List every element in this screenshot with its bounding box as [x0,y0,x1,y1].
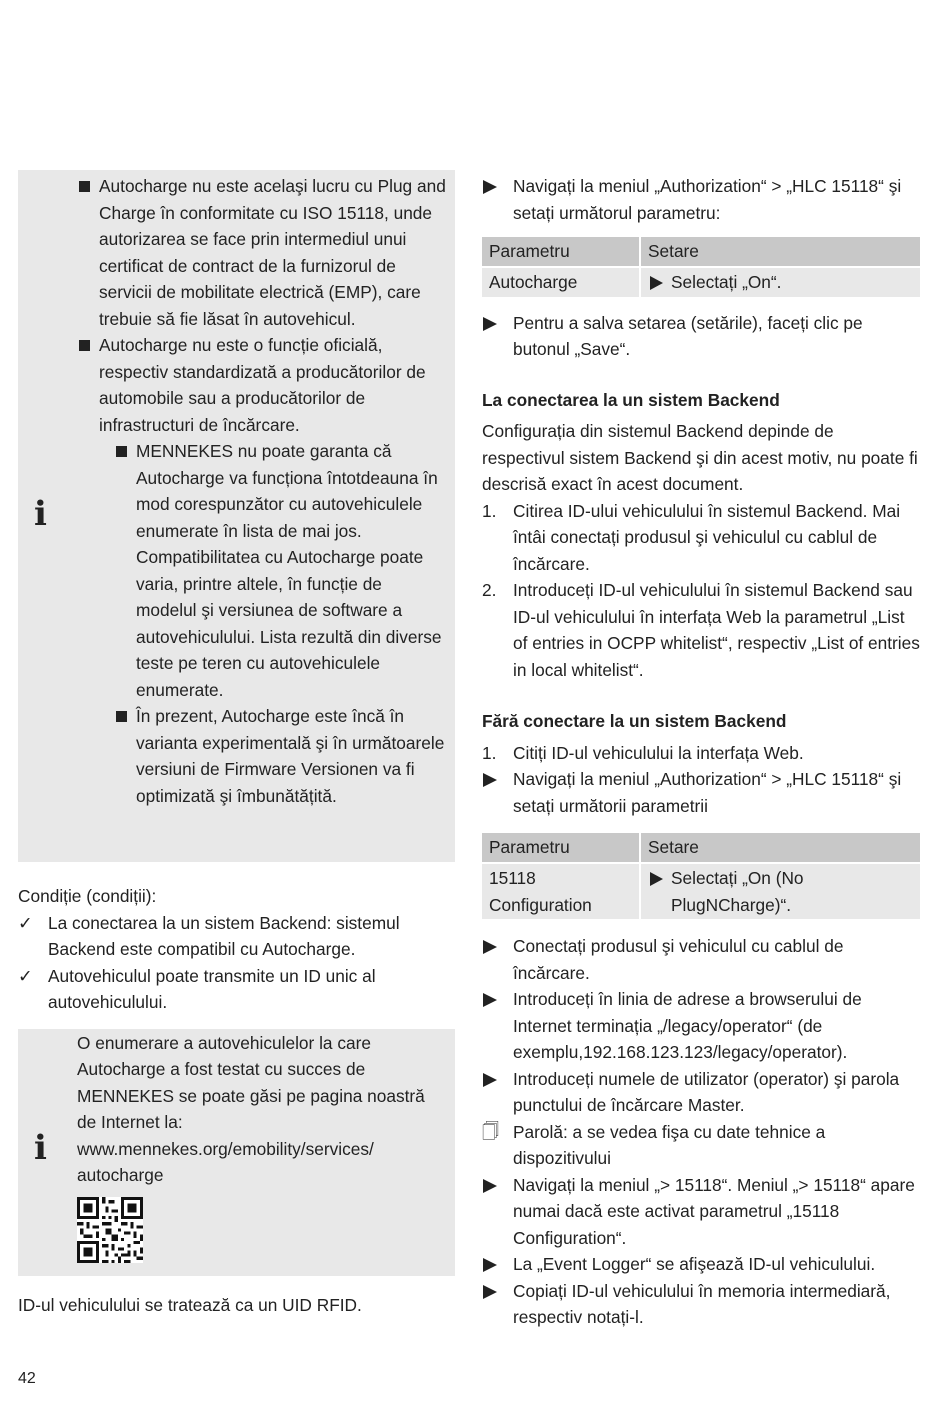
instruction-step: Conectați produsul şi vehiculul cu cablul de încărcare. [482,933,920,986]
table-header-parameter: Parametru [482,833,640,863]
instruction-step: La „Event Logger“ se afişează ID-ul vehiculului. [482,1251,920,1278]
condition-item: ✓ Autovehiculul poate transmite un ID unic al autovehiculului. [18,963,455,1016]
table-cell-parameter: 15118 Configuration [482,863,640,919]
reference-note: 🗍 Parolă: a se vedea fişa cu date tehnice a dispozitivului [482,1119,920,1172]
instruction-step: Pentru a salva setarea (setările), faceți clic pe butonul „Save“. [482,310,920,363]
arrow-right-icon [650,872,663,886]
sub-bullet-item: MENNEKES nu poate garanta că Autocharge va funcționa întotdeauna în mod corespunzător cu autovehiculele enumerate în lista de mai jos. Compatibilitatea cu Autocharge poate varia, printre altele, în funcție de modelul şi versiunea de software a autovehiculului. Lista rezultă din diverse teste pe teren cu autovehiculele enumerate. [114,438,447,703]
arrow-right-icon [483,1179,497,1193]
document-reference-icon: 🗍 [482,1121,499,1142]
qr-code-icon [77,1197,143,1263]
left-column [18,170,455,1318]
info-box-autocharge-notes [18,170,455,862]
table-cell-parameter: Autocharge [482,267,640,297]
condition-item: ✓ La conectarea la un sistem Backend: sistemul Backend este compatibil cu Autocharge. [18,910,455,963]
sub-bullet-item: În prezent, Autocharge este încă în varianta experimentală şi în următoarele versiuni de Firmware Versionen va fi optimizată şi îmbunătățită. [114,703,447,809]
table-header-setting: Setare [640,833,920,863]
table-cell-setting: Selectați „On (No PlugNCharge)“. [640,863,920,919]
info-icon: i [34,1127,47,1168]
bullet-item: Autocharge nu este o funcție oficială, respectiv standardizată a producătorilor de automobile sau a producătorilor de infrastructuri de încărcare. [77,332,447,438]
table-header-parameter: Parametru [482,237,640,267]
numbered-step: 1. Citiți ID-ul vehiculului la interfața Web. [482,742,804,763]
numbered-step: 1. Citirea ID-ului vehiculului în sistemul Backend. Mai întâi conectați produsul şi vehiculul cu cablul de încărcare. [482,500,901,574]
section-heading: Fără conectare la un sistem Backend [482,711,787,731]
arrow-right-icon [483,940,497,954]
arrow-right-icon [483,317,497,331]
mennekes-link-cont[interactable]: autocharge [77,1165,164,1185]
table-row [482,267,920,297]
instruction-step: Navigați la meniul „Authorization“ > „HLC 15118“ şi setați următorii parametrii [482,766,920,819]
numbered-step: 2. Introduceți ID-ul vehiculului în sistemul Backend sau ID-ul vehiculului în interfața Web la parametrul „List of entries in OCPP whitelist“, respectiv „List of entries in local whitelist“. [482,580,920,680]
section-heading: La conectarea la un sistem Backend [482,389,780,410]
table-header-setting: Setare [640,237,920,267]
arrow-right-icon [483,1258,497,1272]
info-text: O enumerare a autovehiculelor la care Autocharge a fost testat cu succes de MENNEKES se poate găsi pe pagina noastră de Internet la: [77,1032,425,1132]
arrow-right-icon [483,773,497,787]
bullet-item: Autocharge nu este acelaşi lucru cu Plug and Charge în conformitate cu ISO 15118, unde autorizarea se face prin intermediul unui certificat de contract de la furnizorul de servicii de mobilitate electrică (EMP), care trebuie să fie lăsat în autovehicul. [77,173,447,332]
instruction-step: Navigați la meniul „Authorization“ > „HLC 15118“ şi setați următorul parametru: [482,173,920,226]
info-icon: i [34,494,47,534]
page-number: 42 [18,1370,36,1387]
checkmark-icon: ✓ [18,965,33,986]
table-row [482,863,920,919]
instruction-step: Introduceți în linia de adrese a browserului de Internet terminația „/legacy/operator“ (de exemplu,192.168.123.123/legacy/operator). [482,986,920,1066]
right-column [482,170,920,1331]
section-text: Configurația din sistemul Backend depinde de respectivul sistem Backend şi din acest motiv, nu poate fi descrisă exact în acest document. [482,421,918,494]
vehicle-id-note: ID-ul vehiculului se tratează ca un UID RFID. [18,1294,362,1315]
arrow-right-icon [483,1285,497,1299]
instruction-step: Navigați la meniul „> 15118“. Meniul „> 15118“ apare numai dacă este activat parametrul „15118 Configuration“. [482,1172,920,1252]
parameter-table-autocharge [482,237,920,297]
parameter-table-15118 [482,833,920,919]
arrow-right-icon [483,1073,497,1087]
checkmark-icon: ✓ [18,912,33,933]
info-box-vehicle-list [18,1029,455,1276]
mennekes-link[interactable]: www.mennekes.org/emobility/services/ [77,1138,374,1159]
arrow-right-icon [483,180,497,194]
instruction-step: Copiați ID-ul vehiculului în memoria intermediară, respectiv notați-l. [482,1278,920,1331]
conditions-title: Condiție (condiții): [18,886,157,906]
arrow-right-icon [650,276,663,290]
arrow-right-icon [483,993,497,1007]
table-cell-setting: Selectați „On“. [640,267,920,297]
instruction-step: Introduceți numele de utilizator (operator) şi parola punctului de încărcare Master. [482,1066,920,1119]
